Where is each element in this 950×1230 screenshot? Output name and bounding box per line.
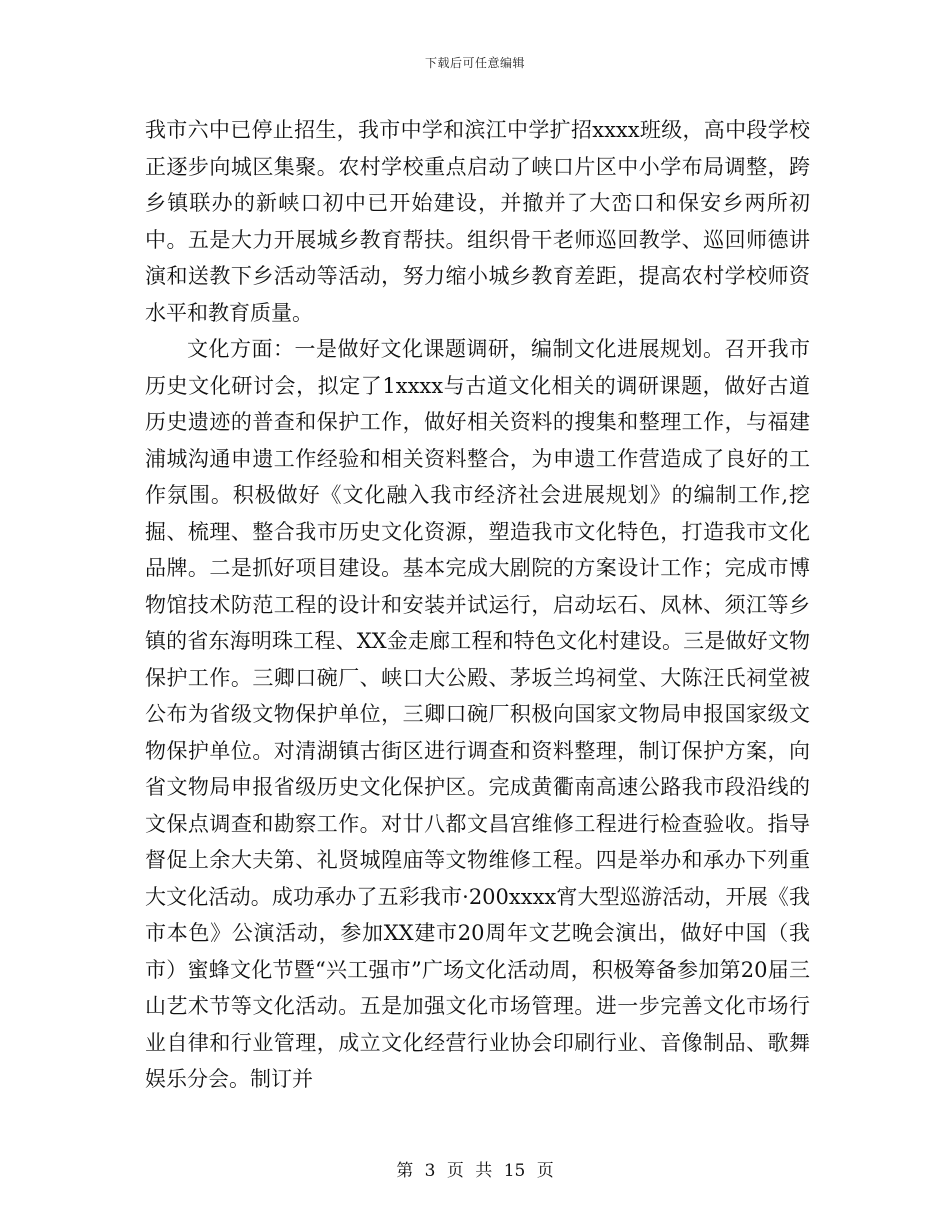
- page-header: 下载后可任意编辑: [424, 56, 525, 70]
- page-number: 第 3 页 共 15 页: [396, 1161, 554, 1181]
- paragraph-culture: 文化方面：一是做好文化课题调研，编制文化进展规划。召开我市历史文化研讨会，拟定了1xxxx与古道文化相关的调研课题，做好古道历史遗迹的普查和保护工作，做好相关资料的搜集和整理工作，与福建浦城沟通申遗工作经验和相关资料整合，为申遗工作营造成了良好的工作氛围。积极做好《文化融入我市经济社会进展规划》的编制工作,挖掘、梳理、整合我市历史文化资源，塑造我市文化特色，打造我市文化品牌。二是抓好项目建设。基本完成大剧院的方案设计工作；完成市博物馆技术防范工程的设计和安装并试运行，启动坛石、凤林、须江等乡镇的省东海明珠工程、XX金走廊工程和特色文化村建设。三是做好文物保护工作。三卿口碗厂、峡口大公殿、茅坂兰坞祠堂、大陈汪氏祠堂被公布为省级文物保护单位，三卿口碗厂积极向国家文物局申报国家级文物保护单位。对清湖镇古街区进行调查和资料整理，制订保护方案，向省文物局申报省级历史文化保护区。完成黄衢南高速公路我市段沿线的文保点调查和勘察工作。对廿八都文昌宫维修工程进行检查验收。指导督促上余大夫第、礼贤城隍庙等文物维修工程。四是举办和承办下列重大文化活动。成功承办了五彩我市·200xxxx宵大型巡游活动，开展《我市本色》公演活动，参加XX建市20周年文艺晚会演出，做好中国（我市）蜜蜂文化节暨“兴工强市”广场文化活动周，积极筹备参加第20届三山艺术节等文化活动。五是加强文化市场管理。进一步完善文化市场行业自律和行业管理，成立文化经营行业协会印刷行业、音像制品、歌舞娱乐分会。制订并: [145, 337, 810, 1091]
- paragraph-education: 我市六中已停止招生，我市中学和滨江中学扩招xxxx班级，高中段学校正逐步向城区集聚。农村学校重点启动了峡口片区中小学布局调整，跨乡镇联办的新峡口初中已开始建设，并撤并了大峦口和保安乡两所初中。五是大力开展城乡教育帮扶。组织骨干老师巡回教学、巡回师德讲演和送教下乡活动等活动，努力缩小城乡教育差距，提高农村学校师资水平和教育质量。: [145, 118, 810, 325]
- document-body: [145, 112, 810, 1098]
